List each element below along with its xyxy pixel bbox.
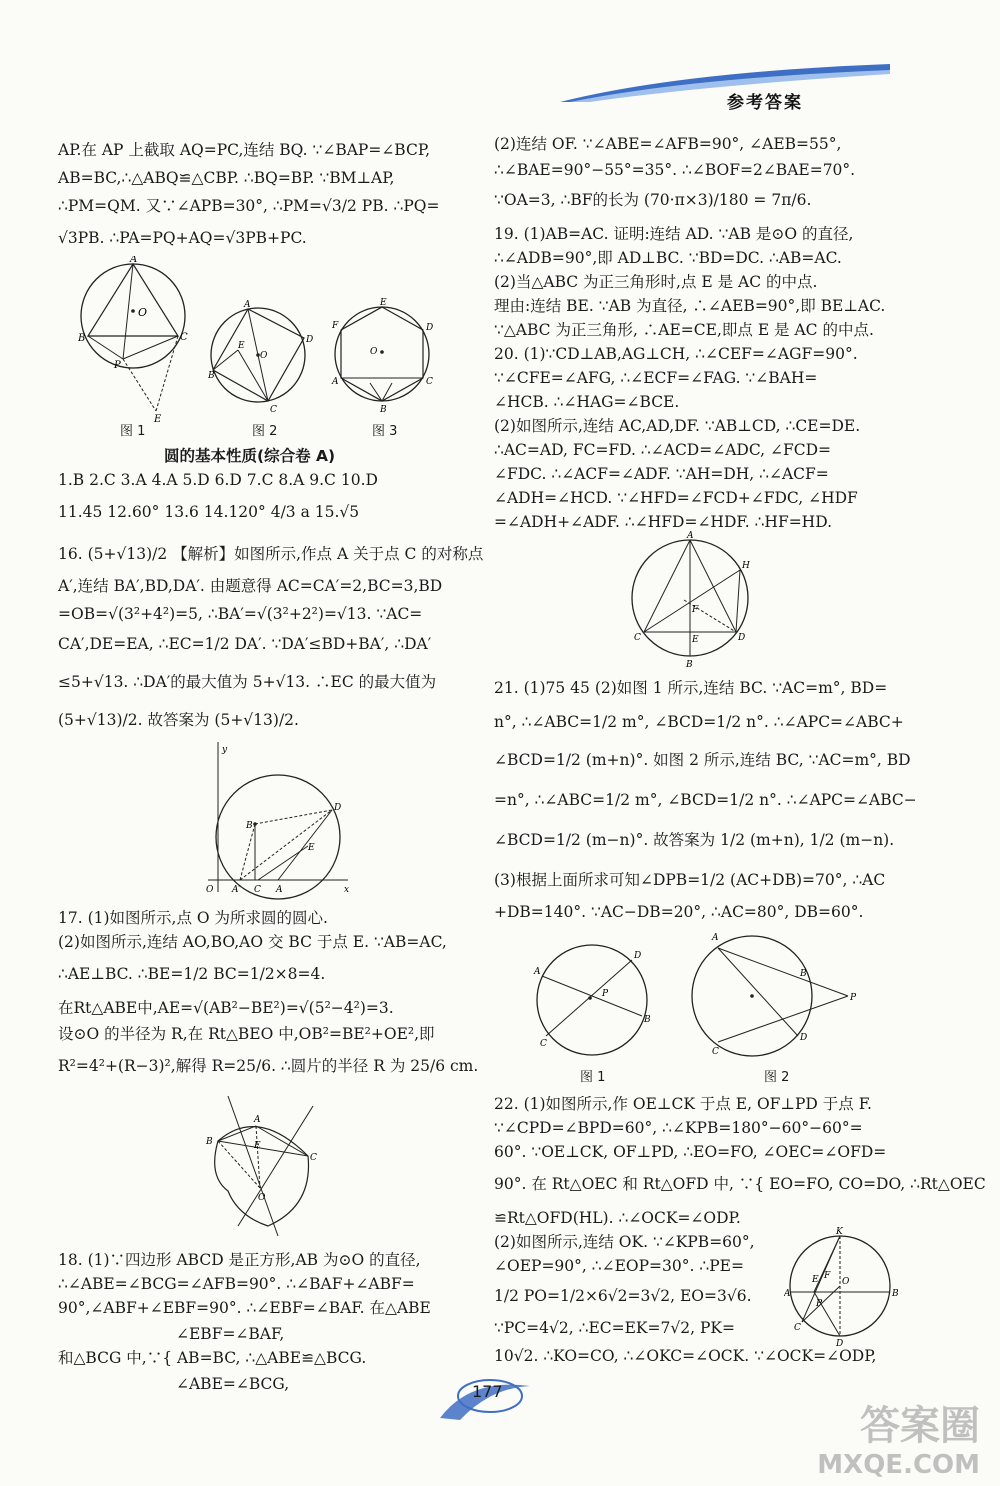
text-line: ∴AC=AD, FC=FD. ∴∠ACD=∠ADC, ∠FCD= xyxy=(494,441,832,459)
text-line: 设⊙O 的半径为 R,在 Rt△BEO 中,OB²=BE²+OE²,即 xyxy=(58,1025,435,1043)
svg-text:P: P xyxy=(850,993,857,1003)
page-number: 177 xyxy=(472,1382,503,1401)
svg-text:D: D xyxy=(306,335,314,345)
text-line: AB=BC,∴△ABQ≌△CBP. ∴BQ=BP. ∵BM⊥AP, xyxy=(58,169,395,187)
text-line: 19. (1)AB=AC. 证明:连结 AD. ∵AB 是⊙O 的直径, xyxy=(494,225,854,243)
text-line: 和△BCG 中,∵{ AB=BC, ∴△ABE≌△BCG. xyxy=(58,1349,367,1367)
text-line: ∠HCB. ∴∠HAG=∠BCE. xyxy=(494,393,680,411)
q17-figure xyxy=(198,1096,338,1246)
geometry-figure-3 xyxy=(330,298,440,423)
svg-text:C: C xyxy=(254,885,261,895)
text-line: 21. (1)75 45 (2)如图 1 所示,连结 BC. ∵AC=m°, BD= xyxy=(494,679,888,697)
svg-text:O: O xyxy=(842,1277,850,1287)
svg-text:A: A xyxy=(784,1289,791,1299)
answers-row: 1.B 2.C 3.A 4.A 5.D 6.D 7.C 8.A 9.C 10.D xyxy=(58,471,378,489)
svg-text:O: O xyxy=(258,1193,266,1203)
text-line: AP.在 AP 上截取 AQ=PC,连结 BQ. ∵∠BAP=∠BCP, xyxy=(58,141,431,159)
figure-caption: 图 2 xyxy=(764,1070,790,1085)
svg-text:E: E xyxy=(154,414,162,425)
text-line: 90°. 在 Rt△OEC 和 Rt△OFD 中, ∵{ EO=FO, CO=DO, ∴Rt△OEC xyxy=(494,1175,986,1193)
text-line: (5+√13)/2. 故答案为 (5+√13)/2. xyxy=(58,711,299,729)
svg-text:D: D xyxy=(836,1339,844,1348)
geometry-figure-2 xyxy=(208,300,318,425)
text-line: ∠BCD=1/2 (m−n)°. 故答案为 1/2 (m+n), 1/2 (m−n). xyxy=(494,831,895,849)
text-line: ∠FDC. ∴∠ACF=∠ADF. ∵AH=DH, ∴∠ACF= xyxy=(494,465,829,483)
text-line: 16. (5+√13)/2 【解析】如图所示,作点 A 关于点 C 的对称点 xyxy=(58,545,484,563)
text-line: 理由:连结 BE. ∵AB 为直径, ∴∠AEB=90°,即 BE⊥AC. xyxy=(494,297,886,315)
svg-text:E: E xyxy=(308,843,315,853)
svg-text:C: C xyxy=(426,377,433,387)
text-line: ≌Rt△OFD(HL). ∴∠OCK=∠ODP. xyxy=(494,1209,741,1227)
text-line: ∠OEP=90°, ∴∠EOP=30°. ∴PE= xyxy=(494,1257,744,1275)
text-line: ∴AE⊥BC. ∴BE=1/2 BC=1/2×8=4. xyxy=(58,965,326,983)
header-title: 参考答案 xyxy=(727,93,803,113)
svg-text:E: E xyxy=(692,635,699,645)
figure-caption: 图 1 xyxy=(120,424,146,439)
svg-text:O: O xyxy=(370,347,378,357)
text-line: ∴PM=QM. 又∵∠APB=30°, ∴PM=√3/2 PB. ∴PQ= xyxy=(58,197,440,215)
text-line: √3PB. ∴PA=PQ+AQ=√3PB+PC. xyxy=(58,229,307,247)
header-banner xyxy=(560,62,890,102)
svg-text:F: F xyxy=(692,605,699,615)
svg-text:C: C xyxy=(270,405,277,415)
text-line: 20. (1)∵CD⊥AB,AG⊥CH, ∴∠CEF=∠AGF=90°. xyxy=(494,345,858,363)
text-line: ∠ABE=∠BCG, xyxy=(176,1375,290,1393)
svg-text:E: E xyxy=(238,341,245,351)
svg-text:B: B xyxy=(800,969,807,979)
svg-text:B: B xyxy=(380,405,387,415)
text-line: ∠BCD=1/2 (m+n)°. 如图 2 所示,连结 BC, ∵AC=m°, BD xyxy=(494,751,911,769)
answers-row: 11.45 12.60° 13.6 14.120° 4/3 a 15.√5 xyxy=(58,503,360,521)
text-line: ∵∠CFE=∠AFG, ∴∠ECF=∠FAG. ∵∠BAH= xyxy=(494,369,818,387)
text-line: 60°. ∵OE⊥CK, OF⊥PD, ∴EO=FO, ∠OEC=∠OFD= xyxy=(494,1143,887,1161)
q21-figure-2 xyxy=(688,930,868,1058)
q16-figure xyxy=(198,742,358,902)
svg-text:y: y xyxy=(222,745,228,755)
text-line: 22. (1)如图所示,作 OE⊥CK 于点 E, OF⊥PD 于点 F. xyxy=(494,1095,872,1113)
svg-text:A: A xyxy=(332,377,339,387)
svg-text:C: C xyxy=(634,633,641,643)
svg-text:D: D xyxy=(738,633,746,643)
text-line: ∵△ABC 为正三角形, ∴AE=CE,即点 E 是 AC 的中点. xyxy=(494,321,874,339)
text-line: ∠ADH=∠HCD. ∵∠HFD=∠FCD+∠FDC, ∠HDF xyxy=(494,489,858,507)
watermark-logo: 答案圈 xyxy=(860,1403,980,1449)
text-line: (2)如图所示,连结 AC,AD,DF. ∵AB⊥CD, ∴CE=DE. xyxy=(494,417,861,435)
svg-text:C: C xyxy=(712,1047,719,1057)
svg-text:A: A xyxy=(534,967,541,977)
svg-text:B: B xyxy=(246,821,253,831)
text-line: =OB=√(3²+4²)=5, ∴BA′=√(3²+2²)=√13. ∵AC= xyxy=(58,605,423,623)
text-line: (3)根据上面所求可知∠DPB=1/2 (AC+DB)=70°, ∴AC xyxy=(494,871,886,889)
svg-text:A: A xyxy=(712,933,719,943)
svg-text:A: A xyxy=(254,1115,261,1125)
text-line: 在Rt△ABE中,AE=√(AB²−BE²)=√(5²−4²)=3. xyxy=(58,999,394,1017)
svg-text:D: D xyxy=(800,1033,808,1043)
svg-text:B: B xyxy=(644,1015,651,1025)
text-line: 17. (1)如图所示,点 O 为所求圆的圆心. xyxy=(58,909,328,927)
text-line: ∠EBF=∠BAF, xyxy=(176,1325,285,1343)
svg-text:B: B xyxy=(686,660,693,670)
svg-text:F: F xyxy=(332,321,339,331)
text-line: ∴∠BAE=90°−55°=35°. ∴∠BOF=2∠BAE=70°. xyxy=(494,161,856,179)
text-line: 90°,∠ABF+∠EBF=90°. ∴∠EBF=∠BAF. 在△ABE xyxy=(58,1299,431,1317)
svg-text:K: K xyxy=(836,1227,843,1237)
figure-caption: 图 3 xyxy=(372,424,398,439)
q21-figure-1 xyxy=(530,938,660,1058)
svg-text:E: E xyxy=(812,1275,819,1285)
svg-text:C: C xyxy=(794,1323,801,1333)
svg-text:E: E xyxy=(380,298,387,308)
svg-text:D: D xyxy=(426,323,434,333)
text-line: 10√2. ∴KO=CO, ∴∠OKC=∠OCK. ∵∠OCK=∠ODP, xyxy=(494,1347,877,1365)
text-line: R²=4²+(R−3)²,解得 R=25/6. ∴圆片的半径 R 为 25/6 cm. xyxy=(58,1057,479,1075)
text-line: (2)如图所示,连结 AO,BO,AO 交 BC 于点 E. ∵AB=AC, xyxy=(58,933,447,951)
svg-text:B: B xyxy=(208,371,215,381)
svg-text:A: A xyxy=(130,256,138,265)
svg-text:F: F xyxy=(824,1271,831,1281)
text-line: ∴∠ABE=∠BCG=∠AFB=90°. ∴∠BAF+∠ABF= xyxy=(58,1275,415,1293)
svg-text:B: B xyxy=(206,1137,213,1147)
text-line: CA′,DE=EA, ∴EC=1/2 DA′. ∵DA′≤BD+BA′, ∴DA′ xyxy=(58,635,432,653)
svg-text:B: B xyxy=(78,333,86,344)
text-line: =n°, ∴∠ABC=1/2 m°, ∠BCD=1/2 n°. ∴∠APC=∠ABC− xyxy=(494,791,917,809)
text-line: 18. (1)∵四边形 ABCD 是正方形,AB 为⊙O 的直径, xyxy=(58,1251,421,1269)
svg-text:D: D xyxy=(334,803,342,813)
text-line: =∠ADH+∠ADF. ∴∠HFD=∠HDF. ∴HF=HD. xyxy=(494,513,833,531)
text-line: ∵∠CPD=∠BPD=60°, ∴∠KPB=180°−60°−60°= xyxy=(494,1119,863,1137)
figure-caption: 图 2 xyxy=(252,424,278,439)
svg-text:C: C xyxy=(540,1039,547,1049)
svg-text:C: C xyxy=(310,1153,317,1163)
svg-text:P: P xyxy=(114,360,121,371)
svg-text:H: H xyxy=(742,561,750,571)
svg-text:O: O xyxy=(260,351,268,361)
text-line: (2)当△ABC 为正三角形时,点 E 是 AC 的中点. xyxy=(494,273,818,291)
text-line: 1/2 PO=1/2×6√2=3√2, EO=3√6. xyxy=(494,1287,752,1305)
text-line: ∵OA=3, ∴BF的长为 (70·π×3)/180 = 7π/6. xyxy=(494,191,812,209)
text-line: A′,连结 BA′,BD,DA′. 由题意得 AC=CA′=2,BC=3,BD xyxy=(58,577,443,595)
svg-text:P: P xyxy=(602,989,609,999)
q22-figure xyxy=(784,1226,904,1348)
svg-text:E: E xyxy=(254,1141,261,1151)
text-line: ∴∠ADB=90°,即 AD⊥BC. ∵BD=DC. ∴AB=AC. xyxy=(494,249,842,267)
svg-text:A′: A′ xyxy=(232,885,241,895)
q20-figure xyxy=(628,530,758,670)
svg-text:P: P xyxy=(816,1299,823,1309)
svg-text:A: A xyxy=(687,531,694,541)
text-line: ∵PC=4√2, ∴EC=EK=7√2, PK= xyxy=(494,1319,735,1337)
text-line: (2)如图所示,连结 OK. ∵∠KPB=60°, xyxy=(494,1233,755,1251)
svg-text:A: A xyxy=(244,300,251,310)
text-line: n°, ∴∠ABC=1/2 m°, ∠BCD=1/2 n°. ∴∠APC=∠ABC+ xyxy=(494,713,904,731)
figure-caption: 图 1 xyxy=(580,1070,606,1085)
text-line: (2)连结 OF. ∵∠ABE=∠AFB=90°, ∠AEB=55°, xyxy=(494,135,842,153)
watermark-url: MXQE.COM xyxy=(817,1450,980,1480)
text-line: ≤5+√13. ∴DA′的最大值为 5+√13. ∴EC 的最大值为 xyxy=(58,673,437,691)
svg-text:x: x xyxy=(344,885,350,895)
svg-text:O: O xyxy=(138,306,148,319)
text-line: +DB=140°. ∵AC−DB=20°, ∴AC=80°, DB=60°. xyxy=(494,903,864,921)
section-title: 圆的基本性质(综合卷 A) xyxy=(164,447,336,465)
svg-text:O: O xyxy=(206,885,214,895)
svg-text:B: B xyxy=(892,1289,899,1299)
svg-text:D: D xyxy=(634,951,642,961)
svg-text:A: A xyxy=(276,885,283,895)
geometry-figure-1 xyxy=(78,256,228,426)
svg-text:C: C xyxy=(180,332,188,343)
